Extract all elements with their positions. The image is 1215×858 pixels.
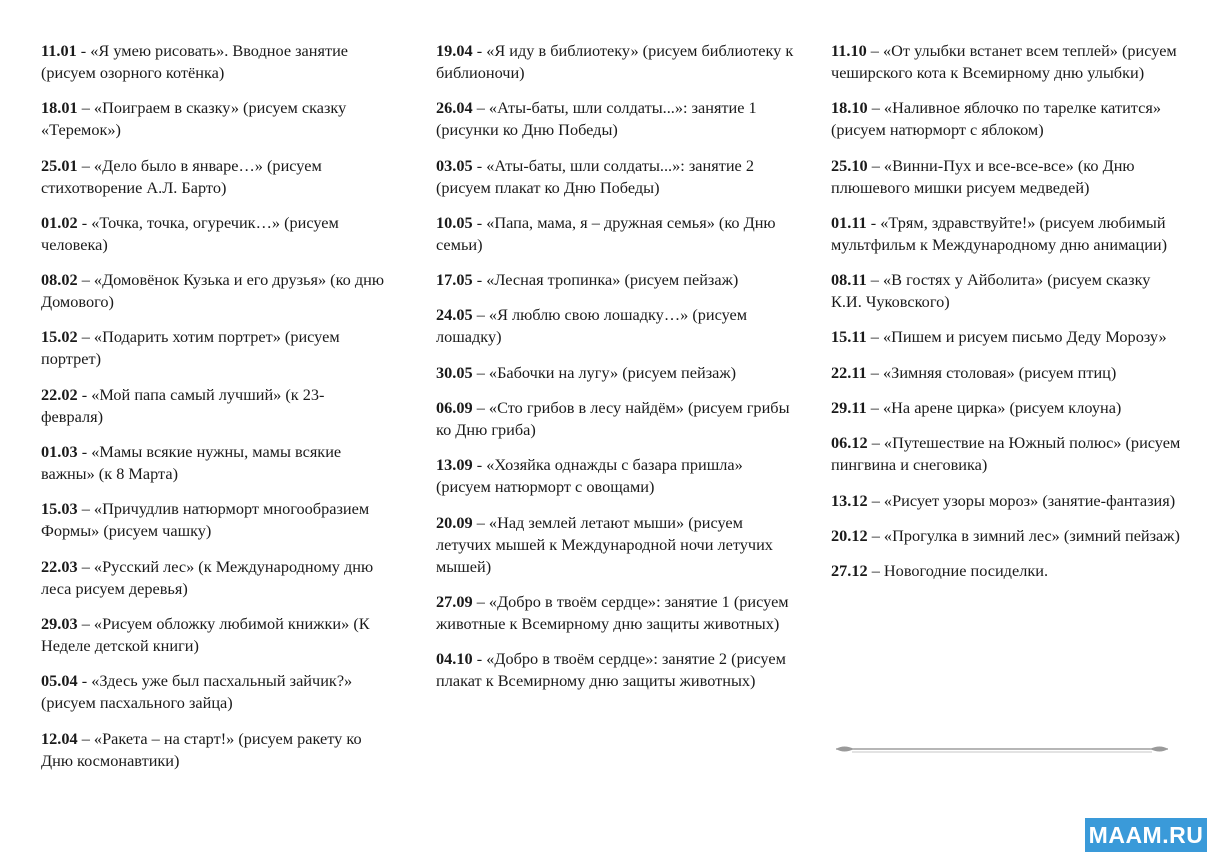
- schedule-column-2: [436, 40, 796, 706]
- entry-date: 06.12: [831, 433, 868, 453]
- entry-date: 15.11: [831, 327, 867, 347]
- entry-date: 18.01: [41, 98, 78, 118]
- entry-date: 04.10: [436, 649, 473, 669]
- entry-description: - «Мамы всякие нужны, мамы всякие важны» (к 8 Марта): [41, 442, 342, 484]
- entry-date: 22.02: [41, 384, 78, 404]
- entry-description: – «Русский лес» (к Международному дню леса рисуем деревья): [41, 556, 374, 598]
- entry-date: 08.11: [831, 270, 867, 290]
- schedule-entry: [41, 728, 386, 772]
- schedule-entry: [41, 212, 386, 256]
- schedule-entry: [41, 613, 386, 657]
- schedule-entry: [41, 155, 386, 199]
- entry-date: 29.03: [41, 613, 78, 633]
- entry-date: 30.05: [436, 362, 473, 382]
- entry-date: 06.09: [436, 398, 473, 418]
- entry-description: – «Бабочки на лугу» (рисуем пейзаж): [472, 362, 737, 382]
- entry-description: – «Добро в твоём сердце»: занятие 1 (рисуем животные к Всемирному дню защиты животных): [436, 591, 789, 633]
- entry-description: – «Рисуем обложку любимой книжки» (К Неделе детской книги): [41, 613, 370, 655]
- entry-description: – «Поиграем в сказку» (рисуем сказку «Теремок»): [41, 98, 347, 140]
- entry-date: 11.01: [41, 41, 77, 60]
- entry-date: 19.04: [436, 41, 473, 60]
- entry-description: - «Добро в твоём сердце»: занятие 2 (рисуем плакат к Всемирному дню защиты животных): [436, 649, 786, 691]
- entry-description: – «Сто грибов в лесу найдём» (рисуем грибы ко Дню гриба): [436, 398, 790, 440]
- entry-description: - «Лесная тропинка» (рисуем пейзаж): [472, 270, 739, 290]
- entry-description: – «Наливное яблочко по тарелке катится» (рисуем натюрморт с яблоком): [831, 98, 1161, 140]
- entry-description: – «На арене цирка» (рисуем клоуна): [866, 398, 1122, 418]
- schedule-entry: [831, 525, 1181, 547]
- entry-description: - «Я умею рисовать». Вводное занятие (рисуем озорного котёнка): [41, 41, 349, 82]
- entry-description: – «В гостях у Айболита» (рисуем сказку К.И. Чуковского): [831, 270, 1151, 312]
- entry-date: 29.11: [831, 398, 867, 418]
- entry-date: 11.10: [831, 41, 867, 60]
- schedule-entry: [831, 269, 1181, 313]
- schedule-entry: [436, 362, 796, 384]
- schedule-entry: [41, 97, 386, 141]
- entry-date: 13.09: [436, 455, 473, 475]
- schedule-entry: [436, 155, 796, 199]
- entry-description: – «Подарить хотим портрет» (рисуем портрет): [41, 327, 340, 369]
- schedule-entry: [831, 155, 1181, 199]
- entry-date: 01.11: [831, 212, 867, 232]
- entry-description: – «Домовёнок Кузька и его друзья» (ко дню Домового): [41, 270, 385, 312]
- entry-date: 18.10: [831, 98, 868, 118]
- entry-description: – «Над землей летают мыши» (рисуем летучих мышей к Международной ночи летучих мышей): [436, 512, 773, 576]
- entry-date: 15.03: [41, 499, 78, 519]
- entry-date: 25.01: [41, 155, 78, 175]
- entry-description: – «Зимняя столовая» (рисуем птиц): [866, 362, 1117, 382]
- entry-description: – «Пишем и рисуем письмо Деду Морозу»: [866, 327, 1167, 347]
- entry-description: – «От улыбки встанет всем теплей» (рисуем чеширского кота к Всемирному дню улыбки): [831, 41, 1177, 82]
- schedule-entry: [41, 384, 386, 428]
- entry-description: – «Аты-баты, шли солдаты...»: занятие 1 (рисунки ко Дню Победы): [436, 98, 757, 140]
- schedule-entry: [436, 397, 796, 441]
- schedule-entry: [436, 454, 796, 498]
- entry-date: 01.03: [41, 442, 78, 462]
- schedule-column-1: [41, 40, 386, 785]
- entry-description: - «Трям, здравствуйте!» (рисуем любимый мультфильм к Международному дню анимации): [831, 212, 1168, 254]
- schedule-entry: [831, 490, 1181, 512]
- entry-description: – «Прогулка в зимний лес» (зимний пейзаж): [867, 525, 1180, 545]
- entry-description: – «Путешествие на Южный полюс» (рисуем пингвина и снеговика): [831, 433, 1181, 475]
- entry-date: 08.02: [41, 270, 78, 290]
- entry-description: - «Здесь уже был пасхальный зайчик?» (рисуем пасхального зайца): [41, 671, 353, 713]
- entry-date: 17.05: [436, 270, 473, 290]
- entry-description: - «Мой папа самый лучший» (к 23-февраля): [41, 384, 325, 426]
- entry-date: 13.12: [831, 490, 868, 510]
- schedule-entry: [436, 40, 796, 84]
- schedule-entry: [41, 670, 386, 714]
- entry-date: 01.02: [41, 212, 78, 232]
- schedule-entry: [41, 40, 386, 84]
- schedule-entry: [436, 304, 796, 348]
- entry-date: 27.09: [436, 591, 473, 611]
- schedule-column-3: [831, 40, 1181, 596]
- schedule-entry: [436, 591, 796, 635]
- schedule-entry: [831, 326, 1181, 348]
- schedule-entry: [831, 560, 1181, 582]
- schedule-entry: [831, 97, 1181, 141]
- maam-logo[interactable]: MAAM.RU: [1085, 818, 1207, 852]
- entry-description: - «Папа, мама, я – дружная семья» (ко Дню семьи): [436, 212, 776, 254]
- schedule-entry: [436, 648, 796, 692]
- entry-date: 25.10: [831, 155, 868, 175]
- entry-description: – «Я люблю свою лошадку…» (рисуем лошадку): [436, 305, 748, 347]
- schedule-entry: [831, 432, 1181, 476]
- schedule-entry: [831, 362, 1181, 384]
- entry-description: – «Дело было в январе…» (рисуем стихотворение А.Л. Барто): [41, 155, 322, 197]
- schedule-entry: [436, 97, 796, 141]
- schedule-entry: [41, 269, 386, 313]
- entry-date: 24.05: [436, 305, 473, 325]
- entry-description: – «Рисует узоры мороз» (занятие-фантазия): [867, 490, 1176, 510]
- entry-description: – «Винни-Пух и все-все-все» (ко Дню плюшевого мишки рисуем медведей): [831, 155, 1135, 197]
- schedule-entry: [831, 212, 1181, 256]
- entry-date: 20.09: [436, 512, 473, 532]
- decorative-divider: [832, 742, 1172, 758]
- schedule-entry: [436, 512, 796, 578]
- entry-date: 26.04: [436, 98, 473, 118]
- entry-date: 27.12: [831, 561, 868, 581]
- entry-description: - «Точка, точка, огуречик…» (рисуем человека): [41, 212, 339, 254]
- entry-description: - «Я иду в библиотеку» (рисуем библиотеку к библионочи): [436, 41, 794, 82]
- schedule-entry: [41, 326, 386, 370]
- entry-description: – Новогодние посиделки.: [867, 561, 1049, 581]
- entry-description: - «Аты-баты, шли солдаты...»: занятие 2 (рисуем плакат ко Дню Победы): [436, 155, 754, 197]
- entry-description: – «Причудлив натюрморт многообразием Формы» (рисуем чашку): [41, 499, 370, 541]
- entry-date: 03.05: [436, 155, 473, 175]
- schedule-entry: [41, 498, 386, 542]
- entry-description: - «Хозяйка однажды с базара пришла» (рисуем натюрморт с овощами): [436, 455, 743, 497]
- entry-date: 22.03: [41, 556, 78, 576]
- entry-date: 12.04: [41, 728, 78, 748]
- entry-date: 15.02: [41, 327, 78, 347]
- schedule-entry: [831, 397, 1181, 419]
- schedule-entry: [831, 40, 1181, 84]
- entry-date: 10.05: [436, 212, 473, 232]
- entry-date: 22.11: [831, 362, 867, 382]
- schedule-entry: [436, 212, 796, 256]
- entry-date: 20.12: [831, 525, 868, 545]
- schedule-entry: [41, 556, 386, 600]
- entry-date: 05.04: [41, 671, 78, 691]
- schedule-entry: [41, 441, 386, 485]
- entry-description: – «Ракета – на старт!» (рисуем ракету ко Дню космонавтики): [41, 728, 362, 770]
- schedule-entry: [436, 269, 796, 291]
